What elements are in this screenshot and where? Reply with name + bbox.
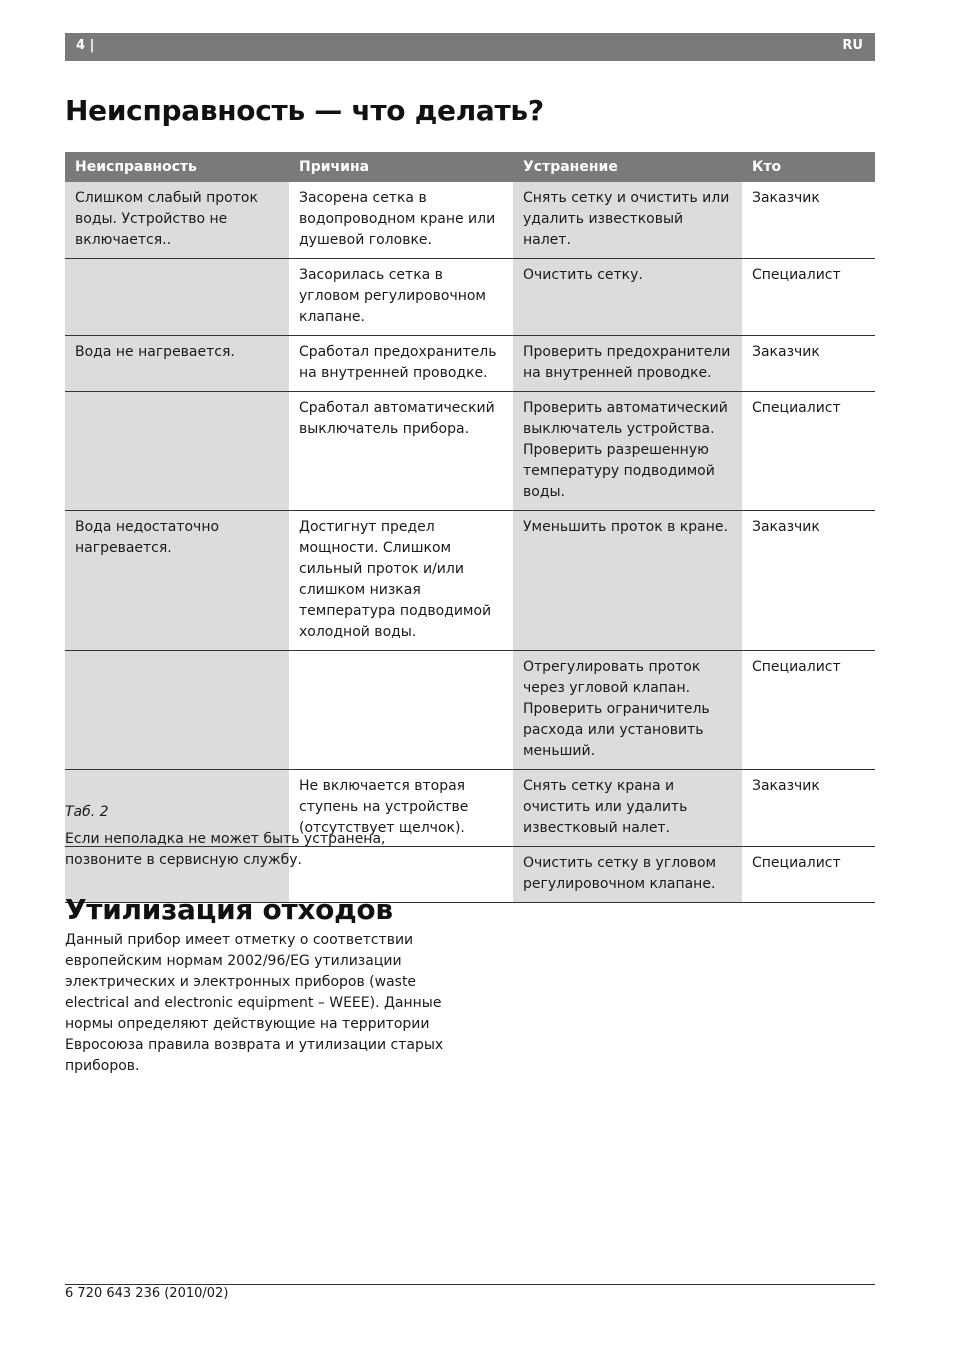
who-cell: Заказчик xyxy=(742,770,875,847)
cause-cell: Сработал автоматический выключатель прибора. xyxy=(289,392,513,511)
who-cell: Специалист xyxy=(742,847,875,903)
column-header: Устранение xyxy=(513,152,742,182)
cause-cell: Сработал предохранитель на внутренней проводке. xyxy=(289,336,513,392)
remedy-cell: Снять сетку крана и очистить или удалить известковый налет. xyxy=(513,770,742,847)
fault-cell xyxy=(65,392,289,511)
table-row xyxy=(65,511,875,651)
fault-cell xyxy=(65,259,289,336)
column-header: Неисправность xyxy=(65,152,289,182)
disposal-paragraph: Данный прибор имеет отметку о соответствии европейским нормам 2002/96/EG утилизации электрических и электронных приборов (waste electrical and electronic equipment – WEEE). Данные нормы определяют действующие на территории Евросоюза правила возврата и утилизации старых приборов. xyxy=(65,932,444,1074)
table-caption: Таб. 2 xyxy=(65,804,109,820)
language-code: RU xyxy=(842,38,863,53)
remedy-cell: Снять сетку и очистить или удалить известковый налет. xyxy=(513,182,742,259)
table-row xyxy=(65,336,875,392)
remedy-cell: Уменьшить проток в кране. xyxy=(513,511,742,651)
who-cell: Специалист xyxy=(742,259,875,336)
section-title-disposal: Утилизация отходов xyxy=(65,893,393,926)
cause-cell: Засорена сетка в водопроводном кране или душевой головке. xyxy=(289,182,513,259)
document-number: 6 720 643 236 (2010/02) xyxy=(65,1286,229,1301)
cause-cell xyxy=(289,651,513,770)
column-header: Причина xyxy=(289,152,513,182)
who-cell: Заказчик xyxy=(742,182,875,259)
remedy-cell: Отрегулировать проток через угловой клапан. Проверить ограничитель расхода или установить меньший. xyxy=(513,651,742,770)
fault-cell: Слишком слабый проток воды. Устройство не включается.. xyxy=(65,182,289,259)
fault-cell: Вода не нагревается. xyxy=(65,336,289,392)
page-title: Неисправность — что делать? xyxy=(65,94,544,127)
who-cell: Заказчик xyxy=(742,511,875,651)
troubleshooting-table xyxy=(65,152,875,903)
table-row xyxy=(65,392,875,511)
page-header-bar xyxy=(65,33,875,61)
page-number: 4 | xyxy=(76,38,95,53)
fault-cell: Вода недостаточно нагревается. xyxy=(65,511,289,651)
table-row xyxy=(65,259,875,336)
remedy-cell: Проверить автоматический выключатель устройства. Проверить разрешенную температуру подводимой воды. xyxy=(513,392,742,511)
cause-cell: Засорилась сетка в угловом регулировочном клапане. xyxy=(289,259,513,336)
remedy-cell: Очистить сетку. xyxy=(513,259,742,336)
who-cell: Специалист xyxy=(742,392,875,511)
service-note: Если неполадка не может быть устранена, позвоните в сервисную службу. xyxy=(65,831,386,868)
cause-cell: Достигнут предел мощности. Слишком сильный проток и/или слишком низкая температура подводимой холодной воды. xyxy=(289,511,513,651)
fault-cell xyxy=(65,651,289,770)
column-header: Кто xyxy=(742,152,875,182)
table-row xyxy=(65,182,875,259)
table-header-row xyxy=(65,152,875,182)
remedy-cell: Проверить предохранители на внутренней проводке. xyxy=(513,336,742,392)
who-cell: Специалист xyxy=(742,651,875,770)
who-cell: Заказчик xyxy=(742,336,875,392)
cause-cell: Не включается вторая ступень на устройстве (отсутствует щелчок). xyxy=(289,770,513,847)
table-row xyxy=(65,651,875,770)
remedy-cell: Очистить сетку в угловом регулировочном клапане. xyxy=(513,847,742,903)
